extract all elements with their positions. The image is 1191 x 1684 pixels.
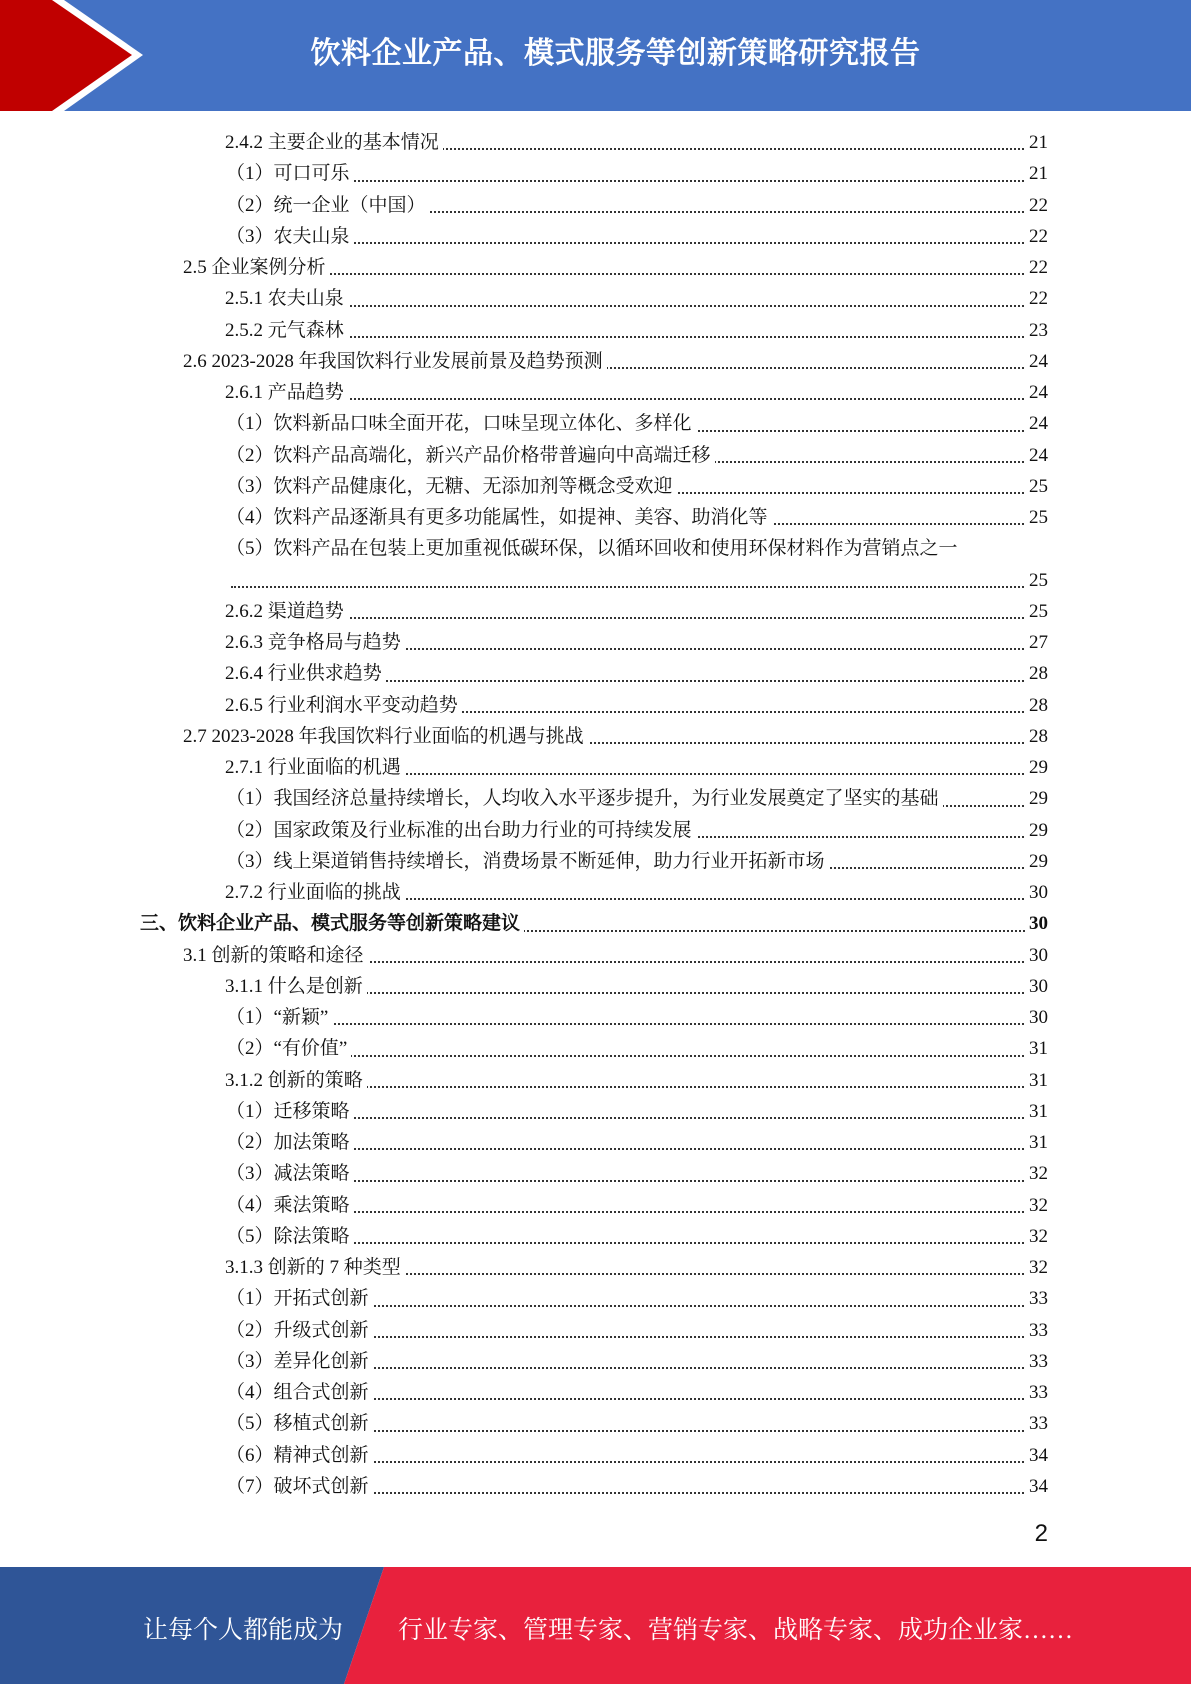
toc-entry[interactable] <box>0 283 1191 314</box>
toc-entry-page: 32 <box>1026 1252 1048 1283</box>
toc-entry-label: 2.5 企业案例分析 <box>183 252 330 283</box>
toc-entry-page: 28 <box>1026 690 1048 721</box>
toc-entry-page: 22 <box>1026 190 1048 221</box>
toc-entry-page: 27 <box>1026 627 1048 658</box>
toc-entry-page: 33 <box>1026 1315 1048 1346</box>
toc-entry[interactable] <box>0 471 1191 502</box>
toc-entry-label: （4）饮料产品逐渐具有更多功能属性，如提神、美容、助消化等 <box>226 502 772 533</box>
toc-entry[interactable] <box>0 1283 1191 1314</box>
toc-entry[interactable] <box>0 346 1191 377</box>
toc-entry-page: 24 <box>1026 346 1048 377</box>
toc-entry[interactable] <box>0 1002 1191 1033</box>
toc-entry[interactable] <box>0 533 1191 564</box>
toc-entry-page: 33 <box>1026 1283 1048 1314</box>
toc-entry-page: 25 <box>1026 596 1048 627</box>
toc-entry[interactable] <box>0 1315 1191 1346</box>
footer-slogan-right: 行业专家、管理专家、营销专家、战略专家、成功企业家…… <box>398 1617 1074 1644</box>
toc-entry-label: （2）“有价值” <box>226 1033 351 1064</box>
toc-entry-label: （2）加法策略 <box>226 1127 354 1158</box>
toc-entry-page: 33 <box>1026 1408 1048 1439</box>
toc-entry-label: （1）我国经济总量持续增长，人均收入水平逐步提升，为行业发展奠定了坚实的基础 <box>226 783 943 814</box>
toc-entry-label: （6）精神式创新 <box>226 1440 373 1471</box>
toc-entry-page: 30 <box>1026 877 1048 908</box>
toc-entry-label: 2.6.4 行业供求趋势 <box>225 658 386 689</box>
footer-slogan-left: 让每个人都能成为 <box>143 1617 344 1644</box>
toc-entry-label: （4）组合式创新 <box>226 1377 373 1408</box>
toc-entry[interactable] <box>0 1346 1191 1377</box>
toc-entry[interactable] <box>0 846 1191 877</box>
toc-entry-label: （3）差异化创新 <box>226 1346 373 1377</box>
toc-entry-page: 29 <box>1026 752 1048 783</box>
toc-entry-page: 32 <box>1026 1158 1048 1189</box>
toc-entry[interactable] <box>0 908 1191 939</box>
toc-entry[interactable] <box>0 440 1191 471</box>
toc-entry-page: 25 <box>1026 502 1048 533</box>
toc-entry[interactable] <box>0 315 1191 346</box>
toc-entry[interactable] <box>0 1096 1191 1127</box>
toc-entry-label: （3）农夫山泉 <box>226 221 354 252</box>
report-title: 饮料企业产品、模式服务等创新策略研究报告 <box>310 36 921 71</box>
toc-entry[interactable] <box>0 1252 1191 1283</box>
toc-entry-page: 32 <box>1026 1221 1048 1252</box>
toc-entry[interactable] <box>0 1408 1191 1439</box>
toc-entry-label: 3.1 创新的策略和途径 <box>183 940 368 971</box>
toc-entry-page: 33 <box>1026 1346 1048 1377</box>
toc-entry[interactable] <box>0 252 1191 283</box>
toc-entry-label: （1）“新颖” <box>226 1002 332 1033</box>
toc-entry-page: 24 <box>1026 377 1048 408</box>
toc-entry-page: 30 <box>1026 908 1048 939</box>
toc-entry-label: （4）乘法策略 <box>226 1190 354 1221</box>
toc-entry[interactable] <box>0 1221 1191 1252</box>
toc-entry[interactable] <box>0 1065 1191 1096</box>
toc-entry-label: （1）可口可乐 <box>226 158 354 189</box>
toc-entry-page: 29 <box>1026 815 1048 846</box>
toc-entry-label: （1）开拓式创新 <box>226 1283 373 1314</box>
toc-entry[interactable] <box>0 1158 1191 1189</box>
toc-entry-label: 2.7 2023-2028 年我国饮料行业面临的机遇与挑战 <box>183 721 588 752</box>
toc-entry[interactable] <box>0 1471 1191 1502</box>
toc-entry-label: （1）迁移策略 <box>226 1096 354 1127</box>
toc-entry-page: 31 <box>1026 1033 1048 1064</box>
toc-entry-label: 2.7.2 行业面临的挑战 <box>225 877 405 908</box>
toc-dot-leader <box>225 305 1048 307</box>
toc-entry-label: （5）饮料产品在包装上更加重视低碳环保，以循环回收和使用环保材料作为营销点之一 <box>226 533 962 564</box>
toc-entry[interactable] <box>0 877 1191 908</box>
toc-entry[interactable] <box>0 721 1191 752</box>
toc-entry[interactable] <box>0 190 1191 221</box>
toc-entry-label: （5）移植式创新 <box>226 1408 373 1439</box>
toc-entry-page: 34 <box>1026 1440 1048 1471</box>
toc-entry-page: 31 <box>1026 1065 1048 1096</box>
toc-dot-leader <box>225 617 1048 619</box>
toc-entry[interactable] <box>0 1190 1191 1221</box>
toc-entry-page: 25 <box>1026 565 1048 596</box>
toc-entry-label: 2.7.1 行业面临的机遇 <box>225 752 405 783</box>
toc-entry-page: 30 <box>1026 971 1048 1002</box>
toc-entry-page: 29 <box>1026 783 1048 814</box>
table-of-contents <box>0 127 1191 1502</box>
toc-entry-page: 25 <box>1026 471 1048 502</box>
toc-entry-page: 30 <box>1026 940 1048 971</box>
toc-entry-page: 31 <box>1026 1096 1048 1127</box>
toc-entry[interactable] <box>0 221 1191 252</box>
toc-entry-label: （2）国家政策及行业标准的出台助力行业的可持续发展 <box>226 815 696 846</box>
toc-entry-page: 30 <box>1026 1002 1048 1033</box>
toc-entry[interactable] <box>0 502 1191 533</box>
toc-entry-page: 29 <box>1026 846 1048 877</box>
toc-entry-label: 2.5.1 农夫山泉 <box>225 283 348 314</box>
toc-entry-label: （2）饮料产品高端化，新兴产品价格带普遍向中高端迁移 <box>226 440 715 471</box>
toc-entry[interactable] <box>0 1127 1191 1158</box>
toc-entry-label: 3.1.3 创新的 7 种类型 <box>225 1252 405 1283</box>
toc-entry[interactable] <box>0 565 1191 596</box>
toc-entry[interactable] <box>0 158 1191 189</box>
toc-entry-label: （1）饮料新品口味全面开花，口味呈现立体化、多样化 <box>226 408 696 439</box>
toc-entry[interactable] <box>0 752 1191 783</box>
toc-entry-page: 23 <box>1026 315 1048 346</box>
page-footer <box>0 1567 1191 1684</box>
toc-entry-page: 22 <box>1026 221 1048 252</box>
toc-entry-page: 21 <box>1026 127 1048 158</box>
toc-entry-label: 2.6.5 行业利润水平变动趋势 <box>225 690 462 721</box>
toc-entry[interactable] <box>0 1440 1191 1471</box>
toc-entry-label: 3.1.2 创新的策略 <box>225 1065 367 1096</box>
toc-entry-page: 24 <box>1026 440 1048 471</box>
page-header <box>0 0 1191 111</box>
toc-entry[interactable] <box>0 408 1191 439</box>
toc-entry-page: 28 <box>1026 658 1048 689</box>
toc-entry-label: 2.6.1 产品趋势 <box>225 377 348 408</box>
toc-entry-page: 22 <box>1026 252 1048 283</box>
toc-entry[interactable] <box>0 815 1191 846</box>
toc-entry[interactable] <box>0 127 1191 158</box>
toc-entry-label: 2.5.2 元气森林 <box>225 315 348 346</box>
toc-entry[interactable] <box>0 377 1191 408</box>
toc-dot-leader <box>225 398 1048 400</box>
toc-entry[interactable] <box>0 627 1191 658</box>
toc-entry-label: （3）饮料产品健康化，无糖、无添加剂等概念受欢迎 <box>226 471 677 502</box>
toc-entry-label: （2）统一企业（中国） <box>226 190 430 221</box>
toc-entry-label: （2）升级式创新 <box>226 1315 373 1346</box>
toc-entry-label: 2.4.2 主要企业的基本情况 <box>225 127 443 158</box>
toc-entry-page: 32 <box>1026 1190 1048 1221</box>
toc-entry[interactable] <box>0 658 1191 689</box>
toc-entry-label: （5）除法策略 <box>226 1221 354 1252</box>
toc-dot-leader <box>225 336 1048 338</box>
toc-entry[interactable] <box>0 971 1191 1002</box>
toc-entry-label: 2.6.3 竞争格局与趋势 <box>225 627 405 658</box>
toc-entry[interactable] <box>0 1377 1191 1408</box>
toc-entry-label: 3.1.1 什么是创新 <box>225 971 367 1002</box>
toc-entry-page: 22 <box>1026 283 1048 314</box>
toc-entry[interactable] <box>0 940 1191 971</box>
toc-entry-page: 24 <box>1026 408 1048 439</box>
toc-entry-label: （3）线上渠道销售持续增长，消费场景不断延伸，助力行业开拓新市场 <box>226 846 829 877</box>
toc-entry-page: 28 <box>1026 721 1048 752</box>
toc-entry[interactable] <box>0 783 1191 814</box>
toc-entry[interactable] <box>0 596 1191 627</box>
toc-entry-label: （3）减法策略 <box>226 1158 354 1189</box>
toc-dot-leader <box>226 1023 1048 1025</box>
toc-entry-label: 2.6 2023-2028 年我国饮料行业发展前景及趋势预测 <box>183 346 607 377</box>
toc-entry-label: （7）破坏式创新 <box>226 1471 373 1502</box>
toc-entry[interactable] <box>0 690 1191 721</box>
toc-entry-page: 33 <box>1026 1377 1048 1408</box>
toc-entry-label: 三、饮料企业产品、模式服务等创新策略建议 <box>140 908 524 939</box>
toc-entry[interactable] <box>0 1033 1191 1064</box>
toc-entry-page: 31 <box>1026 1127 1048 1158</box>
toc-dot-leader <box>231 586 1048 588</box>
toc-entry-page: 34 <box>1026 1471 1048 1502</box>
toc-entry-page: 21 <box>1026 158 1048 189</box>
toc-entry-label: 2.6.2 渠道趋势 <box>225 596 348 627</box>
page-number: 2 <box>1034 1520 1048 1547</box>
